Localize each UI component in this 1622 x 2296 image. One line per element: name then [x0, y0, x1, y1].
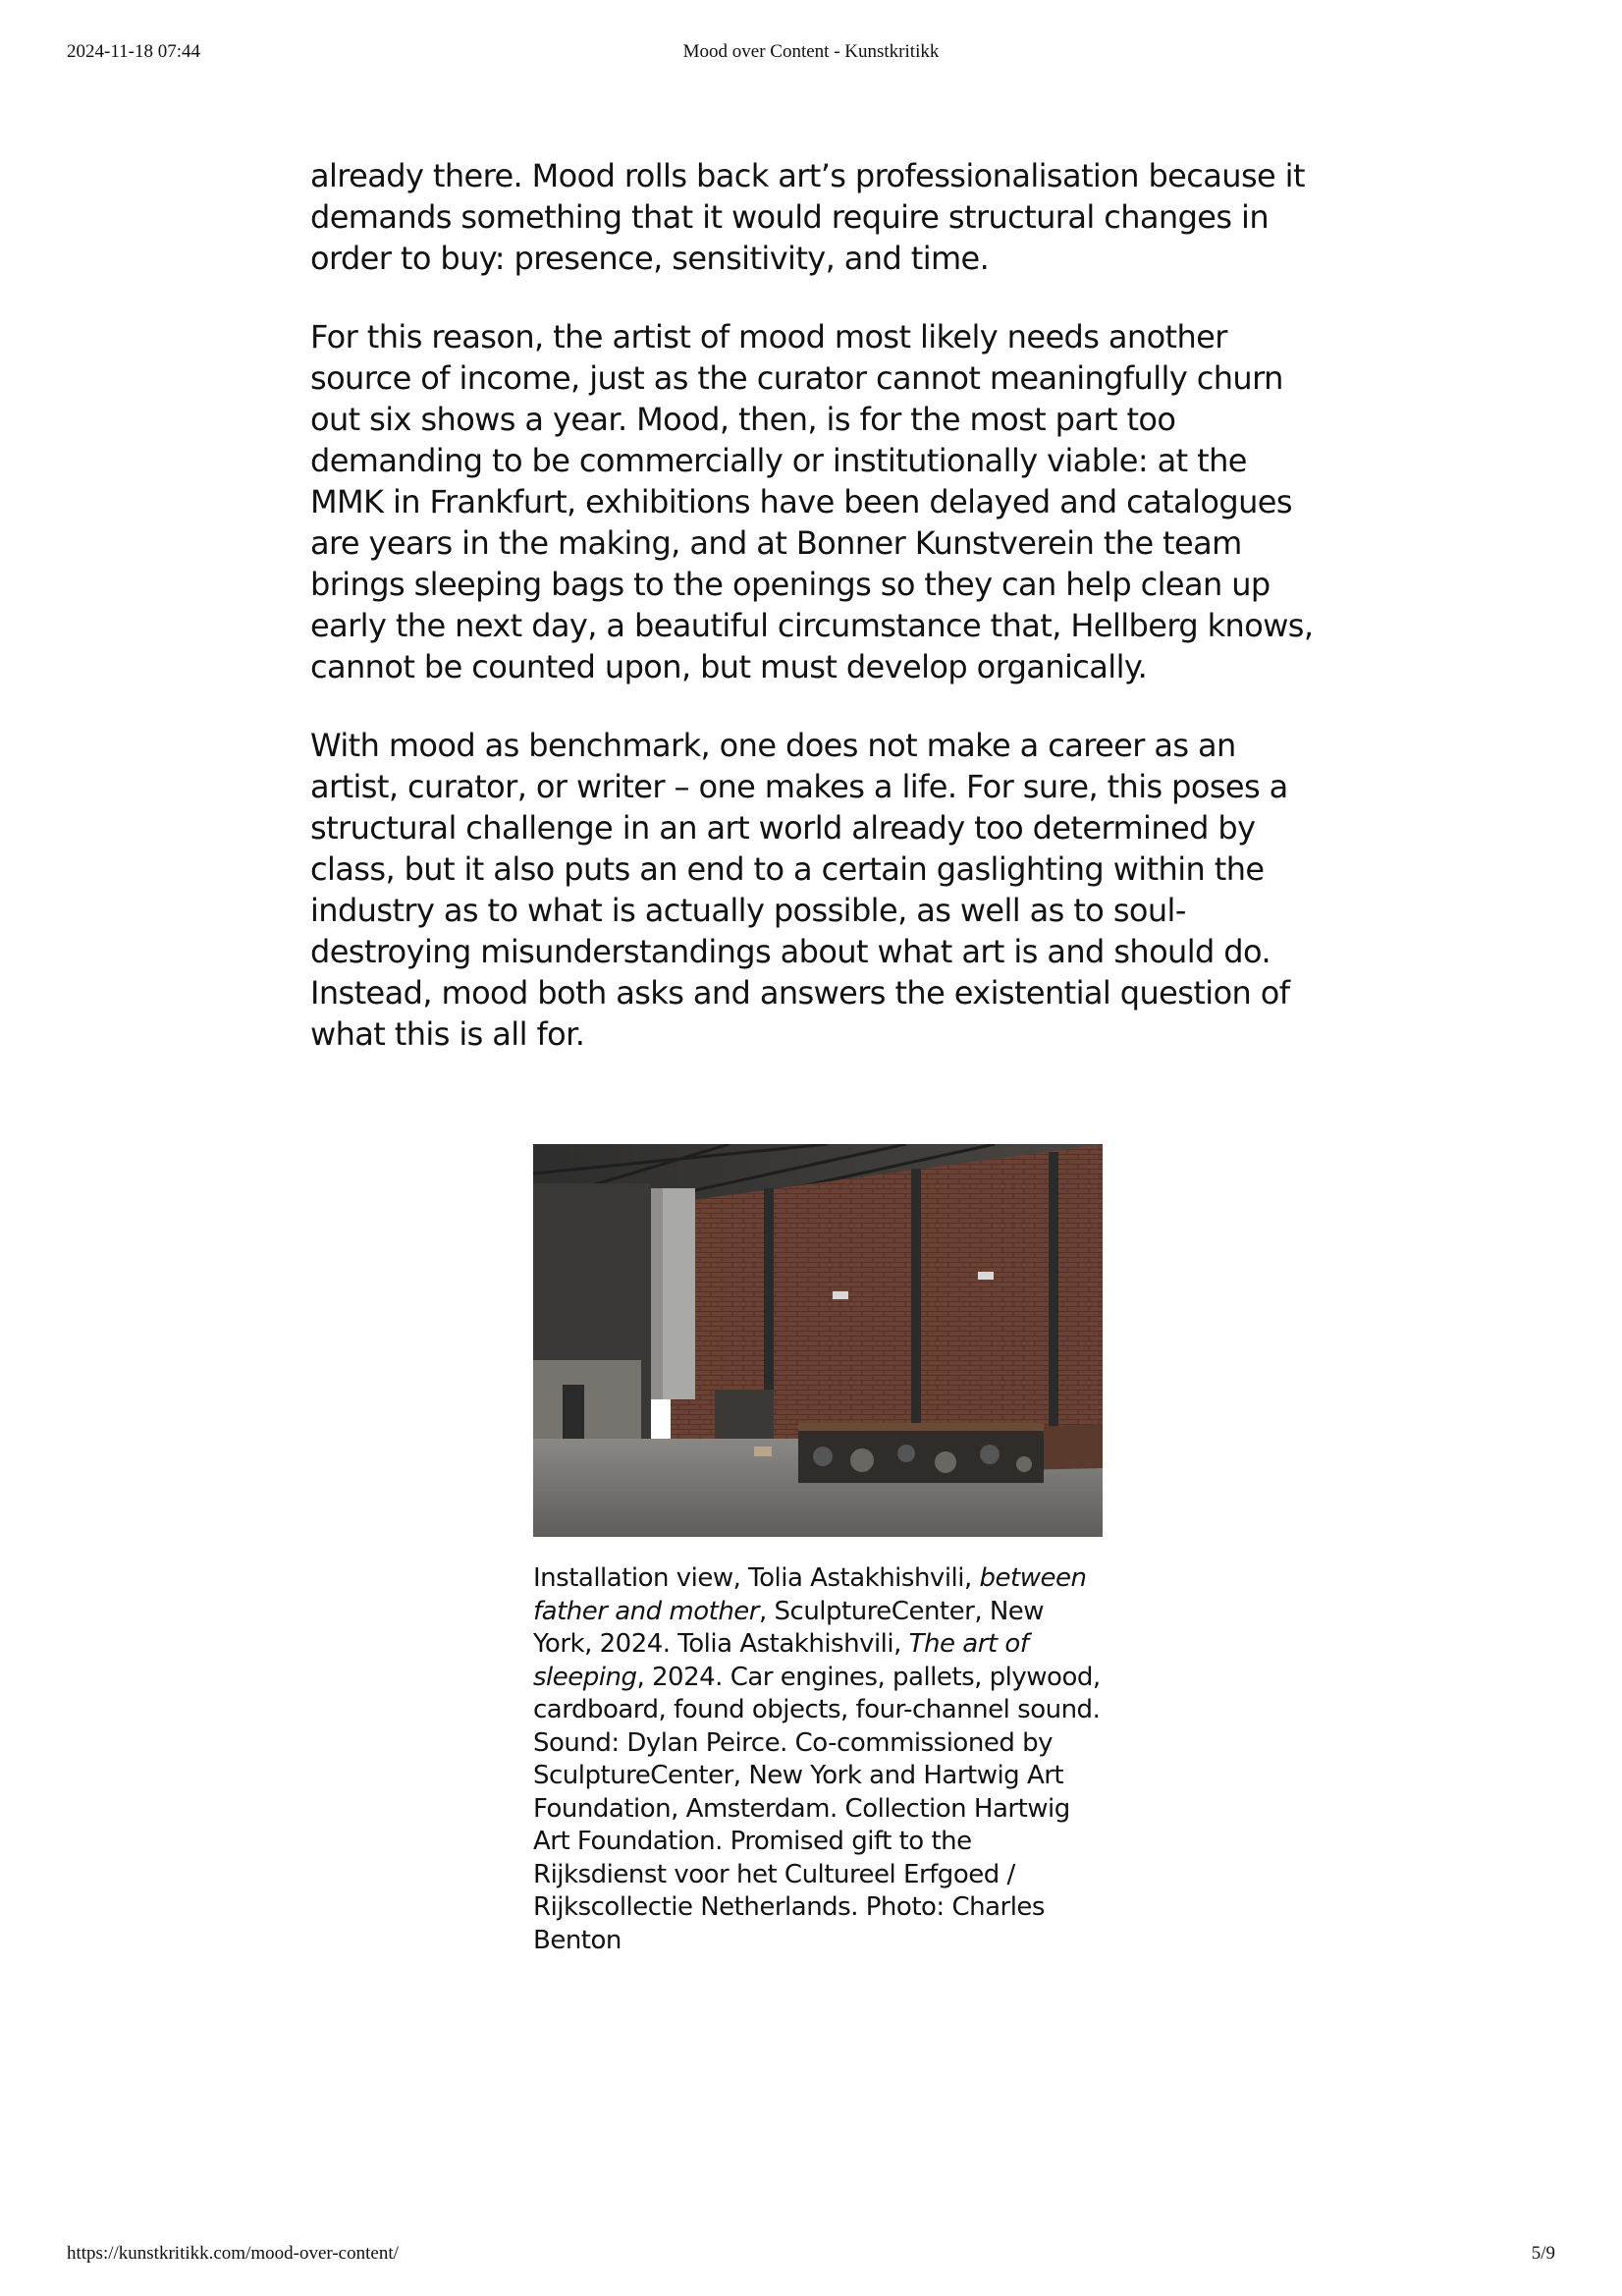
caption-title: between father and mother	[533, 1563, 1087, 1626]
print-header	[0, 41, 1622, 71]
installation-figure	[533, 1144, 1103, 1957]
figure-caption	[533, 1562, 1103, 1957]
article-paragraph: With mood as benchmark, one does not make a career as an artist, curator, or writer – one makes a life. For sure, this poses a structural challenge in an art world already too determined by class, but it also puts an end to a certain gaslighting within the industry as to what is actually possible, as well as to soul-destroying misunderstandings about what art is and should do. Instead, mood both asks and answers the existential question of what this is all for.	[310, 727, 1290, 1053]
print-footer	[0, 2243, 1622, 2272]
article-paragraph: already there. Mood rolls back art’s professionalisation because it demands something that it would require structural changes in order to buy: presence, sensitivity, and time.	[310, 157, 1305, 277]
page-url[interactable]: https://kunstkritikk.com/mood-over-content/	[67, 2243, 399, 2264]
caption-title: The art of sleeping	[533, 1629, 1029, 1692]
article-paragraph: For this reason, the artist of mood most likely needs another source of income, just as the curator cannot meaningfully churn out six shows a year. Mood, then, is for the most part too demanding to be commercially or institutionally viable: at the MMK in Frankfurt, exhibitions have been delayed and catalogues are years in the making, and at Bonner Kunstverein the team brings sleeping bags to the openings so they can help clean up early the next day, a beautiful circumstance that, Hellberg knows, cannot be counted upon, but must develop organically.	[310, 318, 1314, 685]
page-number: 5/9	[1531, 2243, 1555, 2264]
installation-photo	[533, 1144, 1103, 1537]
caption-text: , SculptureCenter, New York, 2024. Tolia Astakhishvili,	[533, 1596, 1045, 1659]
caption-text: , 2024. Car engines, pallets, plywood, cardboard, found objects, four-channel sound. Sound: Dylan Peirce. Co-commissioned by SculptureCenter, New York and Hartwig Art Foundation, Amsterdam. Collection Hartwig Art Foundation. Promised gift to the Rijksdienst voor het Cultureel Erfgoed / Rijkscollectie Netherlands. Photo: Charles Benton	[533, 1662, 1101, 1955]
caption-text: Installation view, Tolia Astakhishvili,	[533, 1563, 980, 1593]
print-datetime: 2024-11-18 07:44	[67, 41, 200, 62]
article-body	[310, 155, 1322, 1092]
print-page-title: Mood over Content - Kunstkritikk	[682, 41, 940, 62]
